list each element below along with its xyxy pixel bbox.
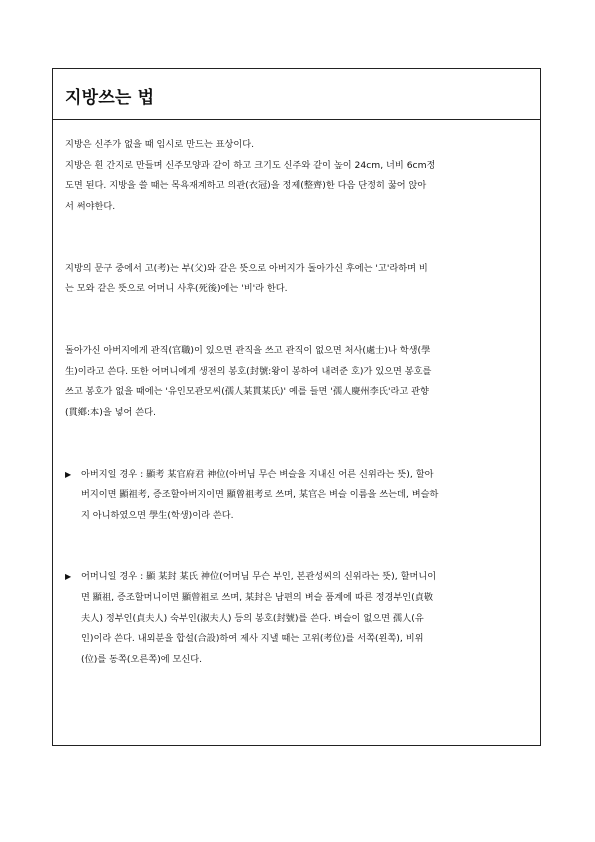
mother-line-3: 夫人) 정부인(貞夫人) 숙부인(淑夫人) 등의 봉호(封號)를 쓴다. 벼슬이 없으면 孺人(유 xyxy=(81,612,424,624)
intro-line-3: 도면 된다. 지방을 쓸 때는 목욕재계하고 의관(衣冠)을 정제(整齊)한 다음 단정히 꿇어 앉아 xyxy=(65,180,427,192)
father-line-1: 아버지일 경우 : 顯考 某官府君 神位(아버님 무슨 벼슬을 지내신 어른 신위라는 뜻), 할아 xyxy=(81,468,434,480)
intro-line-4: 서 써야한다. xyxy=(65,200,116,212)
meaning-paragraph xyxy=(65,259,531,300)
mother-line-1: 어머니일 경우 : 顯 某封 某氏 神位(어머님 무슨 부인, 본관성씨의 신위라는 뜻), 할머니이 xyxy=(81,571,437,583)
paragraph-gap xyxy=(65,526,531,547)
meaning-line-1: 지방의 문구 중에서 고(考)는 부(父)와 같은 뜻으로 아버지가 돌아가신 후에는 '고'라하며 비 xyxy=(65,262,428,274)
father-line-2: 버지이면 顯祖考, 증조할아버지이면 顯曾祖考로 쓰며, 某官은 벼슬 이름을 쓰는데, 벼슬하 xyxy=(81,489,439,501)
intro-line-1: 지방은 신주가 없을 때 임시로 만드는 표상이다. xyxy=(65,139,255,150)
paragraph-gap xyxy=(65,444,531,465)
title-rules-line-1: 돌아가신 아버지에게 관직(官職)이 있으면 관직을 쓰고 관직이 없으면 처사(處士)나 학생(學 xyxy=(65,344,431,356)
paragraph-gap xyxy=(65,423,531,444)
document-frame xyxy=(52,68,541,746)
title-rules-paragraph xyxy=(65,341,531,423)
paragraph-gap xyxy=(65,300,531,321)
paragraph-gap xyxy=(65,547,531,568)
mother-line-4: 인)이라 쓴다. 내외분을 합설(合設)하여 제사 지낼 때는 고위(考位)를 서쪽(왼쪽), 비위 xyxy=(81,633,424,645)
page-title: 지방쓰는 법 xyxy=(65,88,155,108)
paragraph-gap xyxy=(65,320,531,341)
intro-paragraph xyxy=(65,135,531,217)
meaning-line-2: 는 모와 같은 뜻으로 어머니 사후(死後)에는 '비'라 한다. xyxy=(65,283,288,295)
title-box xyxy=(53,69,540,120)
triangle-bullet-icon: ▶ xyxy=(65,469,72,479)
title-rules-line-2: 生)이라고 쓴다. 또한 어머니에게 생전의 봉호(封號:왕이 봉하여 내려준 호)가 있으면 봉호를 xyxy=(65,365,432,377)
mother-line-2: 면 顯祖, 증조할머니이면 顯曾祖로 쓰며, 某封은 남편의 벼슬 품계에 따른 정경부인(貞敬 xyxy=(81,592,434,604)
mother-line-5: (位)를 동쪽(오른쪽)에 모신다. xyxy=(81,653,203,665)
paragraph-gap xyxy=(65,217,531,238)
title-rules-line-4: (貫鄕:本)을 넣어 쓴다. xyxy=(65,406,156,418)
mother-case-bullet xyxy=(65,567,531,670)
triangle-bullet-icon: ▶ xyxy=(65,572,72,582)
intro-line-2: 지방은 흰 간지로 만들며 신주모양과 같이 하고 크기도 신주와 같이 높이 24cm, 너비 6cm정 xyxy=(65,159,436,171)
father-line-3: 지 아니하였으면 學生(학생)이라 쓴다. xyxy=(81,509,234,521)
title-rules-line-3: 쓰고 봉호가 없을 때에는 '유인모관모씨(孺人某貫某氏)' 예를 들면 '孺人慶州李氏'라고 관향 xyxy=(65,386,429,398)
father-case-bullet xyxy=(65,465,531,527)
paragraph-gap xyxy=(65,238,531,259)
document-body xyxy=(65,135,531,670)
